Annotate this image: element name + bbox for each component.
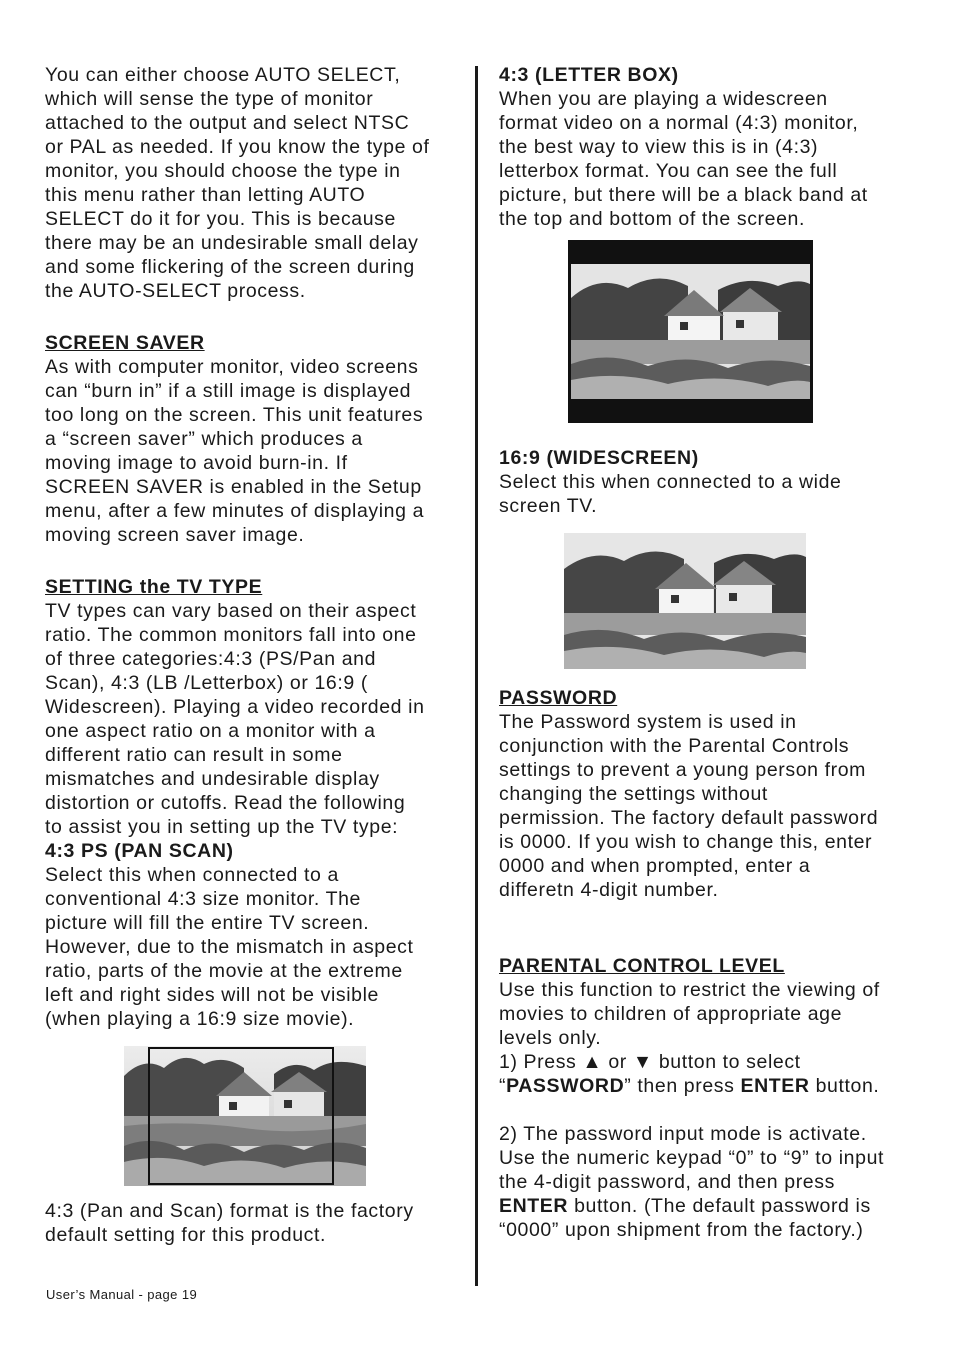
widescreen-heading: 16:9 (WIDESCREEN)	[499, 447, 699, 469]
pan-scan-heading: 4:3 PS (PAN SCAN)	[45, 840, 234, 862]
left-column	[45, 63, 460, 1031]
letterbox-illustration	[568, 240, 813, 423]
widescreen-block	[499, 446, 914, 518]
pan-scan-paragraph: Select this when connected to a conventional 4:3 size monitor. The picture will fill the entire TV screen. However, due to the mismatch in aspect ratio, parts of the movie at the extreme left and right sides will not be visible (when playing a 16:9 size movie).	[45, 864, 414, 1030]
pan-scan-illustration	[124, 1046, 366, 1186]
letterbox-heading: 4:3 (LETTER BOX)	[499, 64, 679, 86]
right-column	[499, 63, 914, 231]
widescreen-illustration	[564, 533, 806, 669]
tv-type-paragraph: TV types can vary based on their aspect ratio. The common monitors fall into one of three categories:4:3 (PS/Pan and Scan), 4:3 (LB /Letterbox) or 16:9 ( Widescreen). Playing a video recorded in one aspect ratio on a monitor with a different ratio can result in some mismatches and undesirable display distortion or cutoffs. Read the following to assist you in setting up the TV type:	[45, 600, 425, 838]
pan-scan-default-note: 4:3 (Pan and Scan) format is the factory default setting for this product.	[45, 1200, 414, 1246]
widescreen-paragraph: Select this when connected to a wide screen TV.	[499, 471, 842, 517]
down-arrow-icon: ▼	[632, 1051, 653, 1073]
parental-control-heading: PARENTAL CONTROL LEVEL	[499, 955, 785, 977]
letterbox-paragraph: When you are playing a widescreen format video on a normal (4:3) monitor, the best way to view this is in (4:3) letterbox format. You can see the full picture, but there will be a black band at the top and bottom of the screen.	[499, 88, 868, 230]
enter-keyword-2: ENTER	[499, 1195, 569, 1217]
column-divider	[475, 66, 478, 1286]
intro-paragraph: You can either choose AUTO SELECT, which will sense the type of monitor attached to the output and select NTSC or PAL as needed. If you know the type of monitor, you should choose the type in this menu rather than letting AUTO SELECT do it for you. This is because there may be an undesirable small delay and some flickering of the screen during the AUTO-SELECT process.	[45, 64, 430, 302]
up-arrow-icon: ▲	[582, 1051, 603, 1073]
password-block	[499, 686, 914, 1242]
password-heading: PASSWORD	[499, 687, 618, 709]
screen-saver-heading: SCREEN SAVER	[45, 332, 205, 354]
screen-saver-paragraph: As with computer monitor, video screens can “burn in” if a still image is displayed too long on the screen. This unit features a “screen saver” which produces a moving image to avoid burn-in. If SCREEN SAVER is enabled in the Setup menu, after a few minutes of displaying a moving screen saver image.	[45, 356, 425, 546]
parental-step-2: 2) The password input mode is activate. Use the numeric keypad “0” to “9” to input the 4-digit password, and then press ENTER button. (The default password is “0000” upon shipment from the factory.)	[499, 1123, 885, 1241]
page-footer: User’s Manual - page 19	[46, 1287, 198, 1302]
parental-step-1: 1) Press ▲ or ▼ button to select “PASSWORD” then press ENTER button.	[499, 1051, 880, 1097]
parental-control-paragraph: Use this function to restrict the viewing of movies to children of appropriate age levels only.	[499, 979, 880, 1049]
password-paragraph: The Password system is used in conjunction with the Parental Controls settings to prevent a young person from changing the settings without permission. The factory default password is 0000. If you wish to change this, enter 0000 and when prompted, enter a differetn 4-digit number.	[499, 711, 879, 901]
tv-type-heading: SETTING the TV TYPE	[45, 576, 263, 598]
password-keyword: PASSWORD	[506, 1075, 625, 1097]
enter-keyword: ENTER	[740, 1075, 810, 1097]
